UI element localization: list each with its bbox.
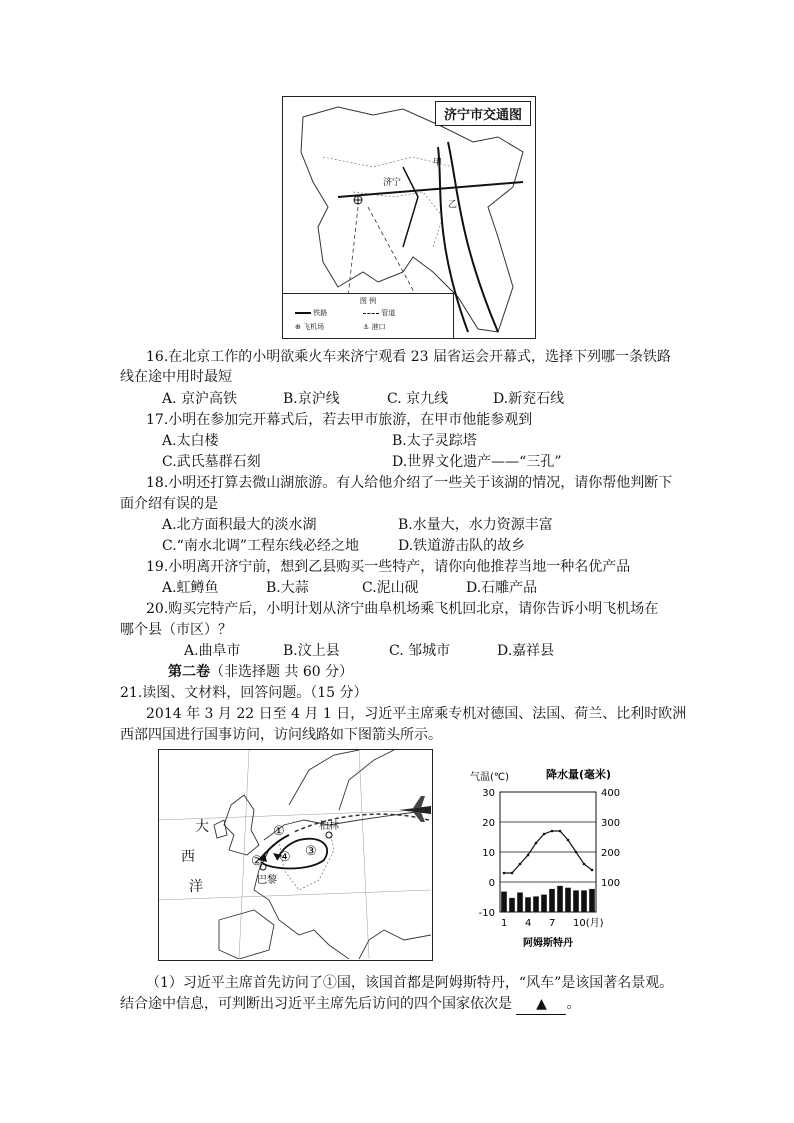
legend-title: 图 例 <box>359 297 377 305</box>
answer-blank[interactable] <box>516 994 566 1015</box>
temperature-point <box>591 869 594 872</box>
q21-sub1-cont <box>120 994 580 1015</box>
q17-option-b[interactable]: B.太子灵踪塔 <box>392 433 477 449</box>
temperature-point <box>575 851 578 854</box>
q20-options <box>0 641 794 661</box>
q20-stem-cont: 哪个县（市区）？ <box>120 622 232 638</box>
precip-bar <box>525 897 531 912</box>
temperature-point <box>567 839 570 842</box>
anchor-icon: ⚓ <box>363 323 370 331</box>
left-tick-label: -10 <box>478 908 495 919</box>
left-tick-label: 20 <box>482 818 495 829</box>
climate-chart-svg <box>462 766 674 964</box>
temperature-point <box>543 833 546 836</box>
q18-option-c[interactable]: C.“南水北调”工程东线必经之地 <box>162 538 359 554</box>
q18-option-a[interactable]: A.北方面积最大的淡水湖 <box>162 517 317 533</box>
airport-icon: ⊕ <box>295 323 301 331</box>
q17-option-d[interactable]: D.世界文化遗产——“三孔” <box>392 454 562 470</box>
triangle-icon: ▲ <box>536 996 547 1012</box>
right-axis-label: 降水量(毫米) <box>546 768 612 781</box>
right-tick-label: 400 <box>601 788 621 799</box>
left-tick-label: 0 <box>488 878 495 889</box>
q18-options-row1 <box>0 515 794 535</box>
q20-option-c[interactable]: C. 邹城市 <box>389 643 451 659</box>
precip-bar <box>565 888 571 912</box>
q18-stem: 18.小明还打算去微山湖旅游。有人给他介绍了一些关于该湖的情况，请你帮他判断下 <box>146 475 673 491</box>
europe-map-drawing <box>159 750 431 959</box>
q17-options-row1 <box>0 431 794 451</box>
q19-option-a[interactable]: A.虹鳟鱼 <box>162 580 219 596</box>
q17-options-row2 <box>0 452 794 472</box>
q18-options-row2 <box>0 536 794 556</box>
temperature-point <box>559 830 562 833</box>
q18-option-d[interactable]: D.铁道游击队的故乡 <box>398 538 526 554</box>
section2-subtitle: （非选择题 共 60 分） <box>210 664 354 680</box>
section2-title: 第二卷 <box>168 664 210 680</box>
temperature-point <box>551 830 554 833</box>
q19-options <box>0 578 794 598</box>
x-tick-label: 10(月) <box>573 918 604 929</box>
q19-option-d[interactable]: D.石雕产品 <box>466 580 538 596</box>
europe-route-map <box>158 749 433 961</box>
q16-stem-cont: 线在途中用时最短 <box>120 369 232 385</box>
q21-stem: 21.读图、文材料，回答问题。（15 分） <box>120 685 368 701</box>
city-paris: 巴黎 <box>257 875 277 886</box>
q20-stem: 20.购买完特产后，小明计划从济宁曲阜机场乘飞机回北京，请你告诉小明飞机场在 <box>146 601 659 617</box>
route-marker-3: ③ <box>305 844 317 859</box>
chart-title: 阿姆斯特丹 <box>523 938 573 949</box>
left-tick-label: 30 <box>482 788 495 799</box>
section2-heading <box>168 662 353 682</box>
precip-bar <box>549 889 555 912</box>
temperature-point <box>583 863 586 866</box>
q16-option-b[interactable]: B.京沪线 <box>283 391 340 407</box>
temperature-point <box>527 854 530 857</box>
precip-bar <box>557 886 563 912</box>
label-yi: 乙 <box>448 200 458 210</box>
q16-option-c[interactable]: C. 京九线 <box>387 391 449 407</box>
temperature-point <box>535 842 538 845</box>
precip-bar <box>573 890 579 912</box>
temperature-point <box>503 872 506 875</box>
route-marker-1: ① <box>273 824 285 839</box>
x-tick-label: 4 <box>525 918 532 929</box>
q21-sub1-text: 结合途中信息，可判断出习近平主席先后访问的四个国家依次是 <box>120 996 512 1012</box>
q19-option-b[interactable]: B.大蒜 <box>266 580 309 596</box>
climate-chart <box>462 766 674 964</box>
right-tick-label: 100 <box>601 878 621 889</box>
ocean-label-1: 大 <box>195 819 209 835</box>
ocean-label-3: 洋 <box>189 879 203 895</box>
legend-railway: 铁路 <box>295 308 327 318</box>
x-tick-label: 7 <box>549 918 556 929</box>
left-axis-label: 气温(℃) <box>470 772 510 783</box>
jining-traffic-map <box>282 96 536 339</box>
q16-options <box>0 389 794 409</box>
map-title: 济宁市交通图 <box>435 101 531 126</box>
q19-option-c[interactable]: C.泥山砚 <box>362 580 419 596</box>
route-marker-2: ② <box>251 854 263 869</box>
q21-sub1-end: 。 <box>566 996 581 1012</box>
q17-stem: 17.小明在参加完开幕式后，若去甲市旅游，在甲市他能参观到 <box>146 412 533 428</box>
legend-airport: ⊕ 飞机场 <box>295 323 325 331</box>
legend-port: ⚓ 港口 <box>363 323 386 331</box>
q20-option-d[interactable]: D.嘉祥县 <box>497 643 555 659</box>
right-tick-label: 200 <box>601 848 621 859</box>
q16-option-d[interactable]: D.新兖石线 <box>493 391 565 407</box>
q18-option-b[interactable]: B.水量大，水力资源丰富 <box>398 517 553 533</box>
route-marker-4: ④ <box>279 850 291 865</box>
precip-bar <box>517 893 523 913</box>
label-jia: 甲 <box>433 158 443 168</box>
airplane-icon <box>399 796 431 822</box>
precip-bar <box>501 892 507 912</box>
q20-option-a[interactable]: A.曲阜市 <box>184 643 241 659</box>
q17-option-a[interactable]: A.太白楼 <box>162 433 219 449</box>
label-jining: 济宁 <box>383 178 402 188</box>
precip-bar <box>581 890 587 912</box>
temperature-point <box>519 863 522 866</box>
q21-sub1: （1）习近平主席首先访问了①国，该国首都是阿姆斯特丹，“风车”是该国著名景观。 <box>146 975 674 991</box>
city-berlin: 柏林 <box>319 821 339 832</box>
right-tick-label: 300 <box>601 818 621 829</box>
q21-material-cont: 西部四国进行国事访问，访问线路如下图箭头所示。 <box>120 727 442 743</box>
q16-option-a[interactable]: A. 京沪高铁 <box>162 391 238 407</box>
q21-material: 2014 年 3 月 22 日至 4 月 1 日，习近平主席乘专机对德国、法国、荷兰、比利时欧洲 <box>146 706 687 722</box>
q20-option-b[interactable]: B.汶上县 <box>283 643 340 659</box>
precip-bar <box>589 889 595 912</box>
q19-stem: 19.小明离开济宁前，想到乙县购买一些特产，请你向他推荐当地一种名优产品 <box>146 559 631 575</box>
q16-stem: 16.在北京工作的小明欲乘火车来济宁观看 23 届省运会开幕式，选择下列哪一条铁路 <box>146 349 671 365</box>
map-legend <box>283 293 454 338</box>
ocean-label-2: 西 <box>181 849 195 865</box>
left-tick-label: 10 <box>482 848 495 859</box>
q17-option-c[interactable]: C.武氏墓群石刻 <box>162 454 261 470</box>
precip-bar <box>509 898 515 912</box>
precip-bar <box>533 896 539 912</box>
temperature-point <box>511 872 514 875</box>
legend-pipeline: 管道 <box>363 308 395 318</box>
x-tick-label: 1 <box>501 918 508 929</box>
precip-bar <box>541 895 547 912</box>
q18-stem-cont: 面介绍有误的是 <box>120 496 218 512</box>
